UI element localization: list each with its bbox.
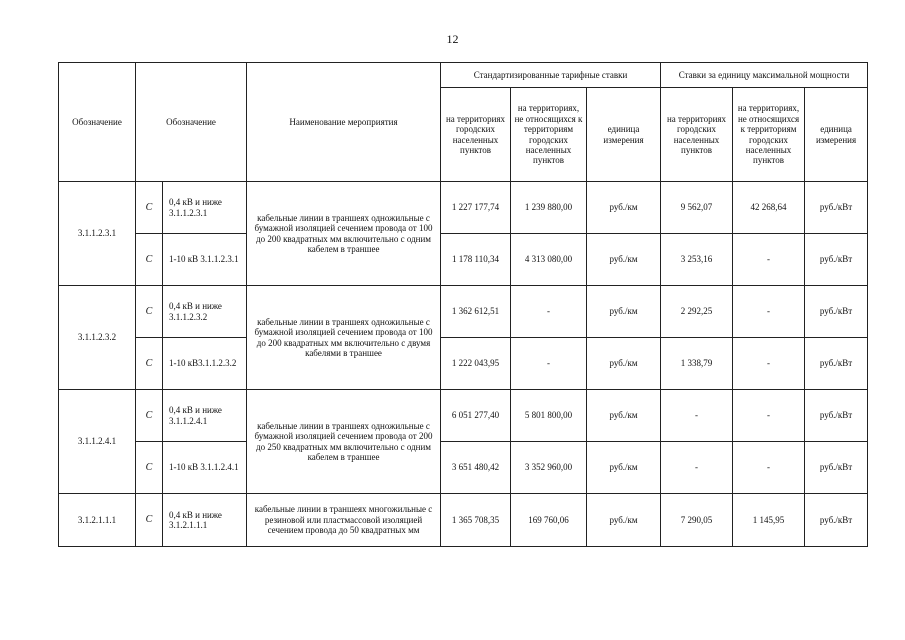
cell-std-unit: руб./км xyxy=(587,338,661,390)
cell-pw-non-urban: - xyxy=(733,338,805,390)
cell-pw-non-urban: - xyxy=(733,234,805,286)
cell-std-non-urban: 1 239 880,00 xyxy=(511,182,587,234)
cell-pw-non-urban: - xyxy=(733,442,805,494)
cell-std-urban: 6 051 277,40 xyxy=(441,390,511,442)
row-voltage: 1-10 кВ3.1.1.2.3.2 xyxy=(163,338,247,390)
header-pw-non-urban: на территориях, не относящихся к территориям городских населенных пунктов xyxy=(733,88,805,182)
header-std-non-urban: на территориях, не относящихся к территориям городских населенных пунктов xyxy=(511,88,587,182)
row-description: кабельные линии в траншеях одножильные с бумажной изоляцией сечением провода от 100 до 200 квадратных мм включительно с двумя кабелями в траншее xyxy=(247,286,441,390)
row-code: 3.1.1.2.3.2 xyxy=(59,286,136,390)
cell-pw-non-urban: - xyxy=(733,286,805,338)
cell-std-urban: 1 365 708,35 xyxy=(441,494,511,547)
row-letter: С xyxy=(136,338,163,390)
row-code: 3.1.1.2.4.1 xyxy=(59,390,136,494)
cell-std-urban: 1 222 043,95 xyxy=(441,338,511,390)
row-voltage: 1-10 кВ 3.1.1.2.3.1 xyxy=(163,234,247,286)
cell-pw-non-urban: 1 145,95 xyxy=(733,494,805,547)
header-designation-1: Обозначение xyxy=(59,63,136,182)
cell-std-urban: 1 178 110,34 xyxy=(441,234,511,286)
cell-std-non-urban: - xyxy=(511,286,587,338)
row-code: 3.1.1.2.3.1 xyxy=(59,182,136,286)
header-row-top xyxy=(59,63,868,88)
cell-std-non-urban: 4 313 080,00 xyxy=(511,234,587,286)
header-pw-urban: на территориях городских населенных пунктов xyxy=(661,88,733,182)
cell-pw-urban: 2 292,25 xyxy=(661,286,733,338)
cell-std-urban: 1 227 177,74 xyxy=(441,182,511,234)
row-description: кабельные линии в траншеях многожильные с резиновой или пластмассовой изоляцией сечением провода до 50 квадратных мм xyxy=(247,494,441,547)
row-letter: С xyxy=(136,234,163,286)
row-voltage: 0,4 кВ и ниже 3.1.1.2.3.1 xyxy=(163,182,247,234)
cell-pw-non-urban: 42 268,64 xyxy=(733,182,805,234)
cell-std-unit: руб./км xyxy=(587,234,661,286)
row-letter: С xyxy=(136,182,163,234)
cell-pw-urban: 1 338,79 xyxy=(661,338,733,390)
page-number: 12 xyxy=(446,32,459,46)
row-letter: С xyxy=(136,442,163,494)
row-letter: С xyxy=(136,494,163,547)
cell-pw-unit: руб./кВт xyxy=(805,286,868,338)
cell-std-unit: руб./км xyxy=(587,390,661,442)
cell-pw-urban: 9 562,07 xyxy=(661,182,733,234)
cell-pw-urban: - xyxy=(661,390,733,442)
header-standard-rates: Стандартизированные тарифные ставки xyxy=(441,63,661,88)
cell-std-urban: 1 362 612,51 xyxy=(441,286,511,338)
cell-pw-unit: руб./кВт xyxy=(805,494,868,547)
cell-std-unit: руб./км xyxy=(587,182,661,234)
row-voltage: 0,4 кВ и ниже 3.1.1.2.3.2 xyxy=(163,286,247,338)
row-voltage: 1-10 кВ 3.1.1.2.4.1 xyxy=(163,442,247,494)
row-voltage: 0,4 кВ и ниже 3.1.2.1.1.1 xyxy=(163,494,247,547)
cell-pw-unit: руб./кВт xyxy=(805,338,868,390)
cell-pw-non-urban: - xyxy=(733,390,805,442)
cell-std-urban: 3 651 480,42 xyxy=(441,442,511,494)
row-letter: С xyxy=(136,286,163,338)
cell-pw-unit: руб./кВт xyxy=(805,182,868,234)
cell-std-non-urban: 169 760,06 xyxy=(511,494,587,547)
row-voltage: 0,4 кВ и ниже 3.1.1.2.4.1 xyxy=(163,390,247,442)
cell-pw-urban: 7 290,05 xyxy=(661,494,733,547)
header-power-rates: Ставки за единицу максимальной мощности xyxy=(661,63,868,88)
row-description: кабельные линии в траншеях одножильные с бумажной изоляцией сечением провода от 200 до 250 квадратных мм включительно с одним кабелем в траншее xyxy=(247,390,441,494)
cell-pw-urban: 3 253,16 xyxy=(661,234,733,286)
table-row xyxy=(59,234,868,286)
cell-std-non-urban: 5 801 800,00 xyxy=(511,390,587,442)
table-row xyxy=(59,390,868,442)
header-std-unit: единица измерения xyxy=(587,88,661,182)
row-code: 3.1.2.1.1.1 xyxy=(59,494,136,547)
cell-pw-urban: - xyxy=(661,442,733,494)
table-row xyxy=(59,442,868,494)
table-row xyxy=(59,494,868,547)
cell-std-unit: руб./км xyxy=(587,286,661,338)
cell-std-non-urban: - xyxy=(511,338,587,390)
cell-std-unit: руб./км xyxy=(587,494,661,547)
header-designation-2: Обозначение xyxy=(136,63,247,182)
table-row xyxy=(59,182,868,234)
cell-std-non-urban: 3 352 960,00 xyxy=(511,442,587,494)
tariff-table xyxy=(58,62,868,547)
header-std-urban: на территориях городских населенных пунктов xyxy=(441,88,511,182)
cell-pw-unit: руб./кВт xyxy=(805,390,868,442)
table-row xyxy=(59,286,868,338)
header-pw-unit: единица измерения xyxy=(805,88,868,182)
cell-std-unit: руб./км xyxy=(587,442,661,494)
table-row xyxy=(59,338,868,390)
row-letter: С xyxy=(136,390,163,442)
cell-pw-unit: руб./кВт xyxy=(805,234,868,286)
cell-pw-unit: руб./кВт xyxy=(805,442,868,494)
header-event-name: Наименование мероприятия xyxy=(247,63,441,182)
row-description: кабельные линии в траншеях одножильные с бумажной изоляцией сечением провода от 100 до 200 квадратных мм включительно с одним кабелем в траншее xyxy=(247,182,441,286)
